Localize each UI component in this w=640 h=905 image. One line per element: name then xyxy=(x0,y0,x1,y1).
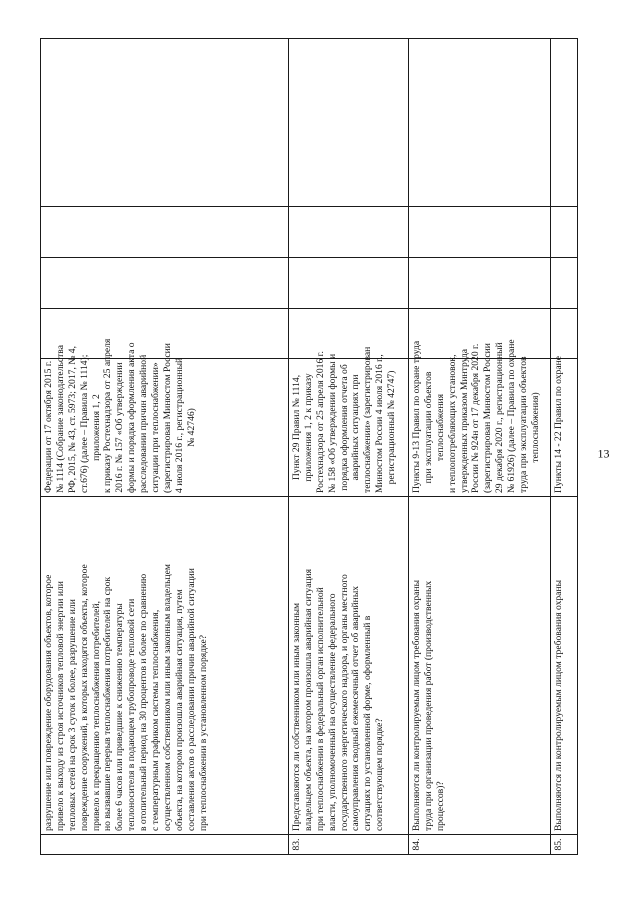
question-line: осуществленном собственником или иным законным владельцем xyxy=(161,564,173,831)
legal-reference xyxy=(41,338,289,497)
table-row xyxy=(41,39,289,855)
reference-line: регистрационный № 42747) xyxy=(386,370,398,485)
reference-line: теплоснабжении» (зарегистрирован xyxy=(362,346,374,493)
question-line: с температурным графиком системы теплоснабжения, xyxy=(150,609,162,831)
notes-cell xyxy=(409,39,551,207)
reference-line: к приказу Ростехнадзора от 25 апреля xyxy=(102,338,114,493)
reference-line: порядка оформления отчета об xyxy=(338,364,350,491)
question-line: привело к прекращению теплоснабжения потребителей, xyxy=(90,601,102,831)
question-line: составления актов о расследовании причин аварийной ситуации xyxy=(185,568,197,831)
question-line: но вызвавшие перерыв теплоснабжения потребителей на срок xyxy=(102,576,114,831)
answer-na-cell xyxy=(551,207,578,258)
table-row xyxy=(289,39,409,855)
question-line: труда при организации проведения работ (производственных xyxy=(422,580,434,831)
row-number xyxy=(41,835,289,855)
reference-line: Пункты 14 - 22 Правил по охране xyxy=(553,356,564,493)
answer-na-cell xyxy=(289,207,409,258)
answer-yes-cell xyxy=(551,309,578,359)
question-line: владельцем объекта, на котором произошла аварийная ситуация xyxy=(302,568,314,831)
question-line: соответствующем порядке? xyxy=(374,718,386,831)
reference-line: Пункты 9-13 Правил по охране труда xyxy=(411,340,422,493)
answer-no-cell xyxy=(41,258,289,309)
reference-line: Ростехнадзора от 25 апреля 2016 г. xyxy=(314,351,326,493)
question-line: при теплоснабжении в установленном порядке? xyxy=(197,635,209,831)
answer-na-cell xyxy=(409,207,551,258)
checklist-table xyxy=(40,38,578,855)
reference-line: Федерации от 17 октября 2015 г. xyxy=(43,360,54,493)
reference-line: ст.676) (далее – Правила № 1114); xyxy=(78,354,90,493)
reference-line: приложения 1, 2 xyxy=(90,394,102,461)
notes-cell xyxy=(41,39,289,207)
reference-line: ситуации при теплоснабжении» xyxy=(150,362,162,493)
question-line: объекта, на котором произошла аварийная ситуация, путем xyxy=(173,589,185,831)
question-line: разрушение или повреждение оборудования объектов, которое xyxy=(43,574,54,831)
answer-no-cell xyxy=(289,258,409,309)
table-row xyxy=(551,39,578,855)
reference-line: России № 924н от 17 декабря 2020 г. xyxy=(470,343,482,493)
answer-no-cell xyxy=(409,258,551,309)
reference-line: при эксплуатации объектов xyxy=(422,371,434,484)
reference-line: и теплопотребляющих установок, xyxy=(446,354,458,493)
page-number: 13 xyxy=(597,446,610,461)
question-line: процессов)? xyxy=(434,781,446,831)
question-line: Представляются ли собственником или иным законным xyxy=(291,602,302,831)
answer-na-cell xyxy=(41,207,289,258)
question-line: тепловых сетей на срок 3 суток и более, разрушение или xyxy=(66,599,78,831)
legal-reference xyxy=(289,346,409,497)
reference-line: Пункт 29 Правил № 1114, xyxy=(291,374,302,481)
reference-line: формы и порядка оформления акта о xyxy=(126,342,138,493)
question-line: привело к выходу из строя источников тепловой энергии или xyxy=(54,581,66,831)
reference-line: Минюстом России 4 июля 2016 г., xyxy=(374,354,386,493)
table-row xyxy=(409,39,551,855)
reference-line: теплоснабжения) xyxy=(529,392,541,463)
question-line: государственного энергетического надзора, и органы местного xyxy=(338,574,350,831)
notes-cell xyxy=(289,39,409,207)
answer-no-cell xyxy=(551,258,578,309)
answer-yes-cell xyxy=(289,309,409,359)
reference-line: труда при эксплуатации объектов xyxy=(518,356,530,493)
reference-line: приложения 1, 2 к приказу xyxy=(302,373,314,482)
requirement-question xyxy=(551,497,578,835)
question-line: Выполняются ли контролируемым лицом требования охраны xyxy=(411,579,422,831)
reference-line: 29 декабря 2020 г., регистрационный xyxy=(494,342,506,493)
question-line: власти, уполномоченный на осуществление федерального xyxy=(326,593,338,831)
reference-line: № 42746) xyxy=(185,408,197,447)
question-line: ситуациях по установленной форме, оформленный в xyxy=(362,615,374,831)
reference-line: 2016 г. № 157 «Об утверждении xyxy=(114,362,126,493)
row-number: 85. xyxy=(551,835,578,855)
reference-line: 4 июля 2016 г., регистрационный xyxy=(173,357,185,493)
legal-reference xyxy=(409,339,551,497)
question-line: в отопительный период на 30 процентов и более по сравнению xyxy=(138,573,150,831)
reference-line: (зарегистрирован Минюстом России xyxy=(161,343,173,493)
reference-line: № 1114 (Собрание законодательства xyxy=(54,345,66,493)
reference-line: РФ, 2015, № 43, ст. 5973; 2017, № 4, xyxy=(66,346,78,493)
row-number: 83. xyxy=(289,835,409,855)
reference-line: теплоснабжения xyxy=(434,393,446,462)
row-number: 84. xyxy=(409,835,551,855)
reference-line: № 158 «Об утверждении формы и xyxy=(326,353,338,493)
requirement-question xyxy=(289,497,409,835)
question-line: повреждение сооружений, в которых находятся объекты, которое xyxy=(78,564,90,831)
question-line: более 6 часов или приведшие к снижению температуры xyxy=(114,603,126,831)
legal-reference xyxy=(551,356,578,497)
requirement-question xyxy=(409,497,551,835)
reference-line: (зарегистрирован Минюстом России xyxy=(482,343,494,493)
question-line: самоуправления сводный ежемесячный отчет об аварийных xyxy=(350,585,362,831)
question-line: при теплоснабжении в федеральный орган исполнительной xyxy=(314,587,326,831)
question-line: Выполняются ли контролируемым лицом требования охраны xyxy=(553,579,564,831)
notes-cell xyxy=(551,39,578,207)
question-line: теплоносителя в подающем трубопроводе тепловой сети xyxy=(126,598,138,831)
reference-line: аварийных ситуациях при xyxy=(350,374,362,481)
requirement-question xyxy=(41,497,289,835)
reference-line: № 61926) (далее – Правила по охране xyxy=(506,339,518,493)
reference-line: расследовании причин аварийной xyxy=(138,354,150,493)
reference-line: утвержденных приказом Минтруда xyxy=(458,349,470,493)
